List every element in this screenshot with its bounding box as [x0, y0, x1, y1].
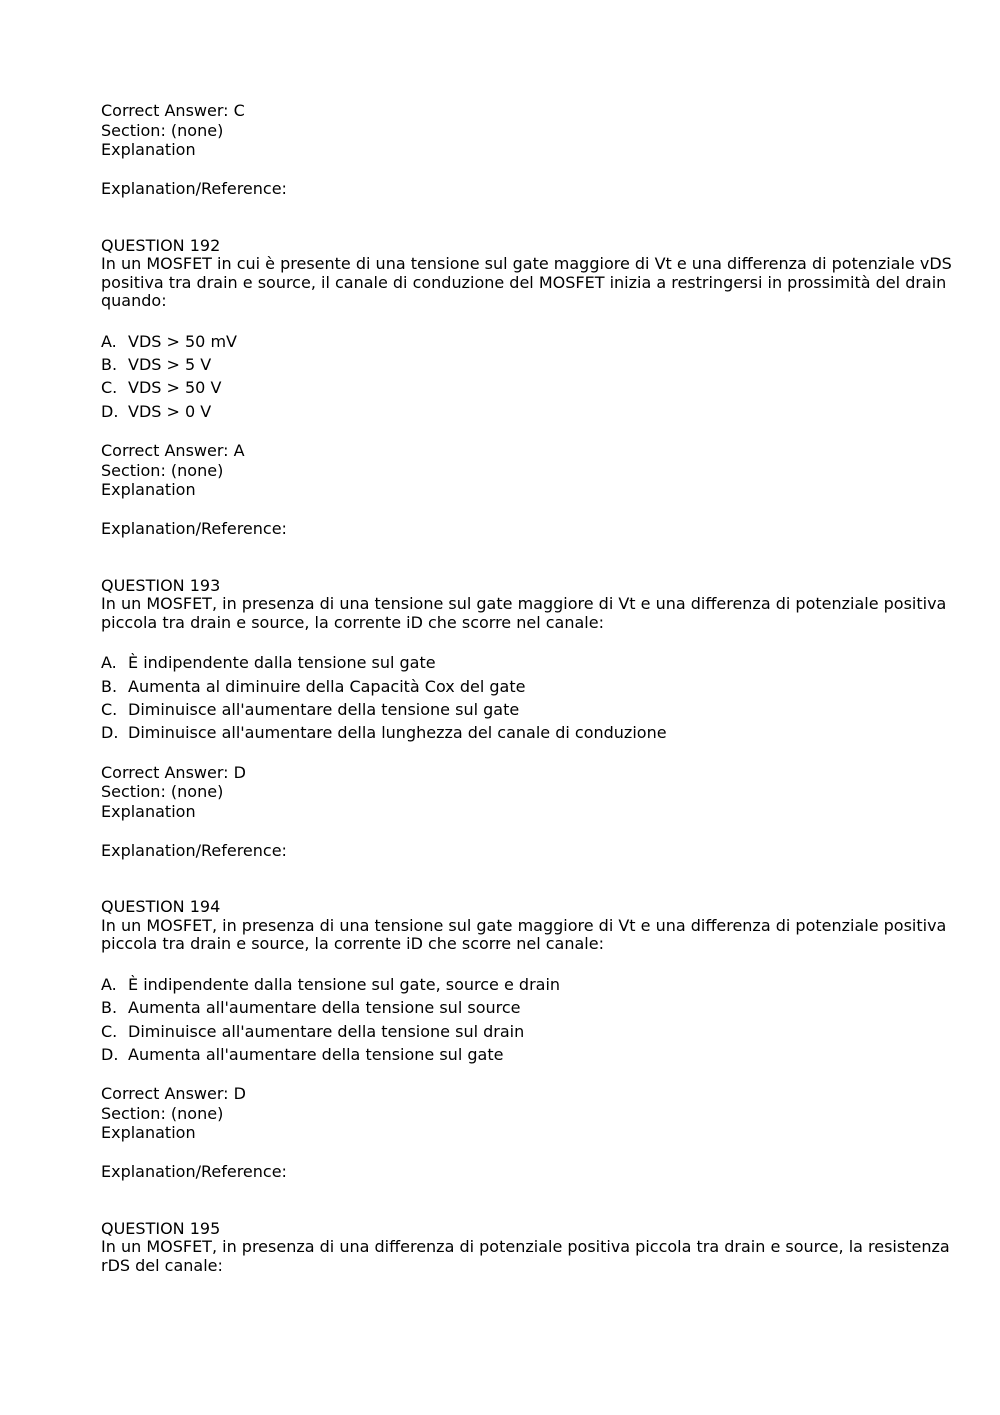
question-text: In un MOSFET in cui è presente di una tensione sul gate maggiore di Vt e una differenza di potenziale vDS positiva tra drain e source, il canale di conduzione del MOSFET inizia a restringersi in prossimità del drain quando: — [101, 254, 952, 310]
explanation-label: Explanation — [101, 140, 196, 159]
option-text: VDS > 0 V — [128, 401, 212, 421]
option-letter: A. — [101, 653, 117, 673]
option-a — [101, 973, 996, 996]
explanation-label: Explanation — [101, 480, 196, 500]
question-text: In un MOSFET, in presenza di una tensione sul gate maggiore di Vt e una differenza di potenziale positiva piccola tra drain e source, la corrente iD che scorre nel canale: — [101, 594, 947, 632]
question-header: QUESTION 195 — [101, 1218, 221, 1238]
option-letter: D. — [101, 723, 119, 743]
question-header: QUESTION 193 — [101, 575, 221, 595]
option-b — [101, 353, 996, 376]
section-label: Section: (none) — [101, 782, 224, 802]
option-b — [101, 996, 996, 1019]
option-text: VDS > 50 mV — [128, 331, 237, 351]
question-text: In un MOSFET, in presenza di una differenza di potenziale positiva piccola tra drain e source, la resistenza rDS del canale: — [101, 1237, 950, 1275]
section-label: Section: (none) — [101, 1103, 224, 1123]
option-list — [101, 651, 996, 745]
question-text: In un MOSFET, in presenza di una tensione sul gate maggiore di Vt e una differenza di potenziale positiva piccola tra drain e source, la corrente iD che scorre nel canale: — [101, 915, 947, 954]
question-194 — [101, 897, 996, 1182]
option-text: Aumenta all'aumentare della tensione sul gate — [128, 1044, 504, 1064]
question-193 — [101, 576, 996, 861]
question-192 — [101, 236, 996, 539]
option-c — [101, 698, 996, 721]
option-letter: A. — [101, 974, 117, 994]
option-letter: A. — [101, 331, 117, 351]
explanation-reference: Explanation/Reference: — [101, 519, 287, 539]
question-195 — [101, 1219, 996, 1276]
option-letter: D. — [101, 401, 119, 421]
explanation-label: Explanation — [101, 1123, 196, 1143]
option-list — [101, 330, 996, 424]
answer-block-prev — [101, 101, 996, 199]
option-c — [101, 376, 996, 399]
option-d — [101, 400, 996, 423]
explanation-reference: Explanation/Reference: — [101, 179, 287, 198]
option-letter: C. — [101, 1021, 118, 1041]
option-letter: C. — [101, 378, 118, 398]
question-header: QUESTION 194 — [101, 897, 221, 917]
option-list — [101, 973, 996, 1067]
correct-answer: Correct Answer: A — [101, 441, 245, 461]
question-header: QUESTION 192 — [101, 235, 221, 255]
option-c — [101, 1020, 996, 1043]
correct-answer: Correct Answer: D — [101, 1084, 246, 1104]
section-label: Section: (none) — [101, 120, 224, 140]
option-d — [101, 1043, 996, 1066]
correct-answer: Correct Answer: C — [101, 101, 245, 120]
option-letter: C. — [101, 699, 118, 719]
option-text: Aumenta al diminuire della Capacità Cox del gate — [128, 676, 526, 696]
option-b — [101, 675, 996, 698]
option-letter: B. — [101, 998, 118, 1018]
option-text: VDS > 50 V — [128, 378, 222, 398]
option-text: Diminuisce all'aumentare della tensione sul gate — [128, 699, 520, 719]
section-label: Section: (none) — [101, 460, 224, 480]
option-a — [101, 651, 996, 674]
option-a — [101, 330, 996, 353]
option-text: Diminuisce all'aumentare della tensione sul drain — [128, 1021, 525, 1041]
explanation-reference: Explanation/Reference: — [101, 840, 287, 860]
explanation-reference: Explanation/Reference: — [101, 1162, 287, 1182]
option-d — [101, 721, 996, 744]
option-letter: B. — [101, 354, 118, 374]
document-page — [101, 101, 996, 1275]
explanation-label: Explanation — [101, 801, 196, 821]
option-text: È indipendente dalla tensione sul gate, source e drain — [128, 974, 561, 994]
option-text: Diminuisce all'aumentare della lunghezza del canale di conduzione — [128, 723, 667, 743]
option-letter: B. — [101, 676, 118, 696]
option-text: Aumenta all'aumentare della tensione sul source — [128, 998, 521, 1018]
option-text: VDS > 5 V — [128, 354, 212, 374]
correct-answer: Correct Answer: D — [101, 762, 246, 782]
option-letter: D. — [101, 1044, 119, 1064]
option-text: È indipendente dalla tensione sul gate — [128, 653, 436, 673]
